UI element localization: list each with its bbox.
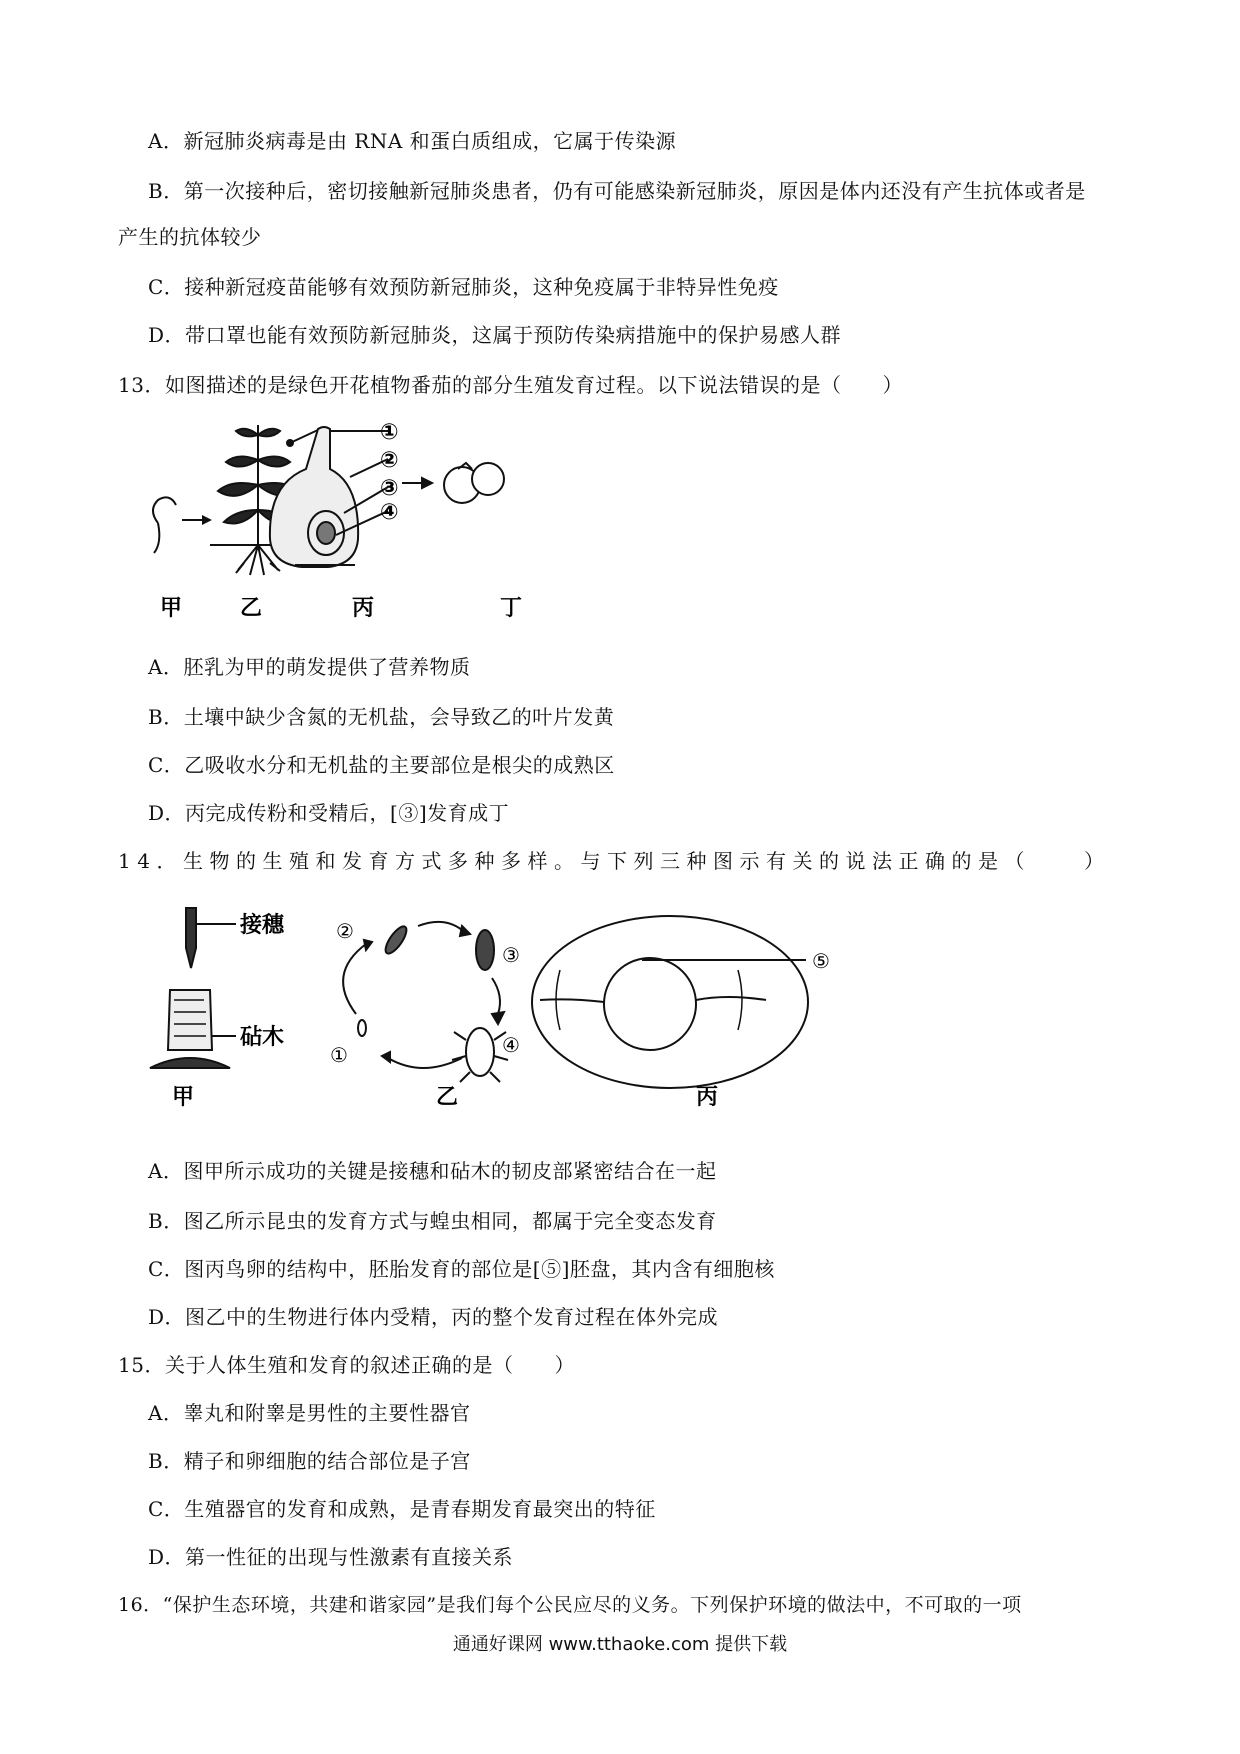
seed-drawing	[153, 497, 212, 553]
q14-marker-2: ②	[336, 919, 354, 943]
q15-option-d: D．第一性征的出现与性激素有直接关系	[148, 1545, 514, 1569]
q13-label-jia: 甲	[160, 596, 183, 621]
q14-marker-3: ③	[502, 943, 520, 967]
q14-option-b: B．图乙所示昆虫的发育方式与蝗虫相同，都属于完全变态发育	[148, 1209, 717, 1233]
q12-option-b-line2: 产生的抗体较少	[118, 225, 262, 249]
life-cycle-drawing	[343, 922, 508, 1082]
q14-stem: 14．生物的生殖和发育方式多种多样。与下列三种图示有关的说法正确的是（ ）	[118, 849, 1111, 873]
q12-option-b-line1: B．第一次接种后，密切接触新冠肺炎患者，仍有可能感染新冠肺炎，原因是体内还没有产生抗体或者是	[148, 179, 1086, 203]
q15-option-a: A．睾丸和附睾是男性的主要性器官	[148, 1401, 471, 1425]
q14-label-bing: 丙	[696, 1085, 719, 1110]
q16-stem: 16．“保护生态环境，共建和谐家园”是我们每个公民应尽的义务。下列保护环境的做法中，不可取的一项	[118, 1594, 1022, 1616]
q12-option-c: C．接种新冠疫苗能够有效预防新冠肺炎，这种免疫属于非特异性免疫	[148, 275, 779, 299]
q13-option-b: B．土壤中缺少含氮的无机盐，会导致乙的叶片发黄	[148, 705, 615, 729]
q14-option-d: D．图乙中的生物进行体内受精，丙的整个发育过程在体外完成	[148, 1305, 719, 1329]
q13-marker-2: ②	[380, 448, 399, 473]
q13-option-a: A．胚乳为甲的萌发提供了营养物质	[148, 655, 471, 679]
q13-label-ding: 丁	[500, 596, 523, 621]
scion-label: 接穗	[240, 913, 285, 938]
pistil-drawing	[270, 427, 432, 567]
q15-option-b: B．精子和卵细胞的结合部位是子宫	[148, 1449, 471, 1473]
q14-option-a: A．图甲所示成功的关键是接穗和砧木的韧皮部紧密结合在一起	[148, 1159, 717, 1183]
q12-option-d: D．带口罩也能有效预防新冠肺炎，这属于预防传染病措施中的保护易感人群	[148, 323, 842, 347]
tomato-drawing	[444, 463, 504, 503]
q14-label-jia: 甲	[172, 1085, 195, 1110]
q14-figure	[140, 890, 860, 1130]
q14-marker-5: ⑤	[812, 949, 830, 973]
q14-marker-4: ④	[502, 1033, 520, 1057]
q13-figure	[140, 415, 580, 625]
page-footer: 通通好课网 www.tthaoke.com 提供下载	[452, 1634, 788, 1655]
egg-drawing	[532, 916, 808, 1088]
q15-option-c: C．生殖器官的发育和成熟，是青春期发育最突出的特征	[148, 1497, 656, 1521]
grafting-drawing	[150, 908, 236, 1068]
q13-stem: 13．如图描述的是绿色开花植物番茄的部分生殖发育过程。以下说法错误的是（ ）	[118, 373, 903, 397]
rootstock-label: 砧木	[240, 1025, 285, 1050]
q14-marker-1: ①	[330, 1043, 348, 1067]
q13-marker-4: ④	[380, 500, 399, 525]
q13-label-yi: 乙	[240, 596, 263, 621]
q14-option-c: C．图丙鸟卵的结构中，胚胎发育的部位是[⑤]胚盘，其内含有细胞核	[148, 1257, 775, 1281]
q13-label-bing: 丙	[352, 596, 375, 621]
q12-option-a: A．新冠肺炎病毒是由 RNA 和蛋白质组成，它属于传染源	[148, 129, 677, 153]
q13-marker-3: ③	[380, 476, 399, 501]
q13-option-d: D．丙完成传粉和受精后，[③]发育成丁	[148, 801, 510, 825]
q14-label-yi: 乙	[436, 1085, 459, 1110]
q15-stem: 15．关于人体生殖和发育的叙述正确的是（ ）	[118, 1353, 575, 1377]
q13-marker-1: ①	[380, 420, 399, 445]
q13-option-c: C．乙吸收水分和无机盐的主要部位是根尖的成熟区	[148, 753, 615, 777]
